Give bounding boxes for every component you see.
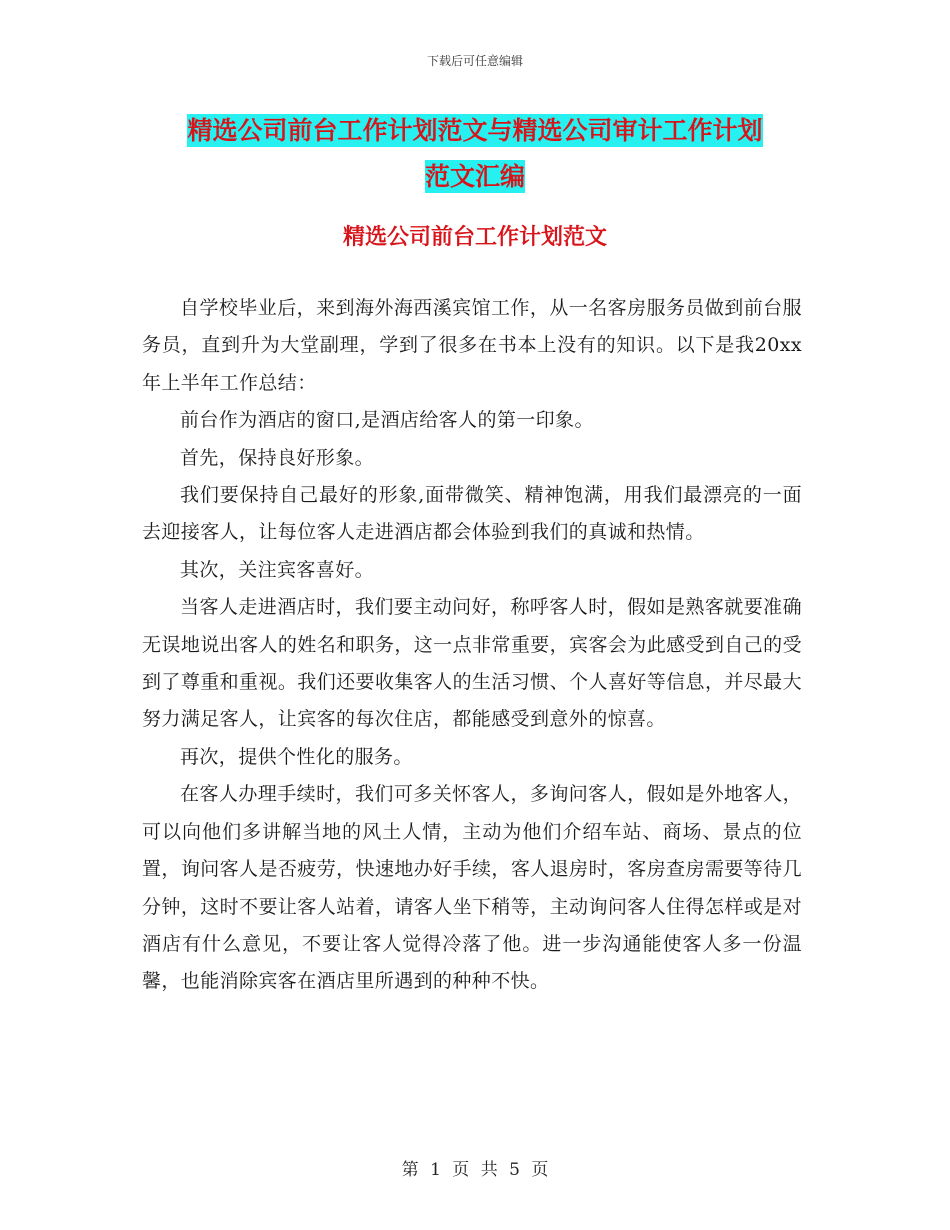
document-title bbox=[140, 108, 810, 200]
title-line-1: 精选公司前台工作计划范文与精选公司审计工作计划 bbox=[187, 116, 763, 145]
header-note: 下载后可任意编辑 bbox=[426, 54, 523, 68]
page-number: 第 1 页 共 5 页 bbox=[401, 1160, 549, 1180]
paragraph: 前台作为酒店的窗口,是酒店给客人的第一印象。 bbox=[180, 409, 594, 432]
paragraph: 当客人走进酒店时，我们要主动问好，称呼客人时，假如是熟客就要准确无误地说出客人的姓名和职务，这一点非常重要，宾客会为此感受到自己的受到了尊重和重视。我们还要收集客人的生活习惯、个人喜好等信息，并尽最大努力满足客人，让宾客的每次住店，都能感受到意外的惊喜。 bbox=[142, 596, 802, 731]
document-body bbox=[142, 290, 802, 1001]
section-title: 精选公司前台工作计划范文 bbox=[342, 224, 607, 250]
paragraph: 我们要保持自己最好的形象,面带微笑、精神饱满，用我们最漂亮的一面去迎接客人，让每位客人走进酒店都会体验到我们的真诚和热情。 bbox=[142, 484, 802, 544]
title-line-2: 范文汇编 bbox=[424, 162, 525, 191]
paragraph: 自学校毕业后，来到海外海西溪宾馆工作，从一名客房服务员做到前台服务员，直到升为大堂副理，学到了很多在书本上没有的知识。以下是我20xx年上半年工作总结： bbox=[142, 297, 802, 394]
paragraph: 在客人办理手续时，我们可多关怀客人，多询问客人，假如是外地客人，可以向他们多讲解当地的风土人情，主动为他们介绍车站、商场、景点的位置，询问客人是否疲劳，快速地办好手续，客人退房时，客房查房需要等待几分钟，这时不要让客人站着，请客人坐下稍等，主动询问客人住得怎样或是对酒店有什么意见，不要让客人觉得冷落了他。进一步沟通能使客人多一份温馨，也能消除宾客在酒店里所遇到的种种不快。 bbox=[142, 783, 802, 993]
paragraph: 其次，关注宾客喜好。 bbox=[180, 558, 375, 581]
paragraph: 再次，提供个性化的服务。 bbox=[180, 745, 413, 768]
paragraph: 首先，保持良好形象。 bbox=[180, 446, 375, 469]
